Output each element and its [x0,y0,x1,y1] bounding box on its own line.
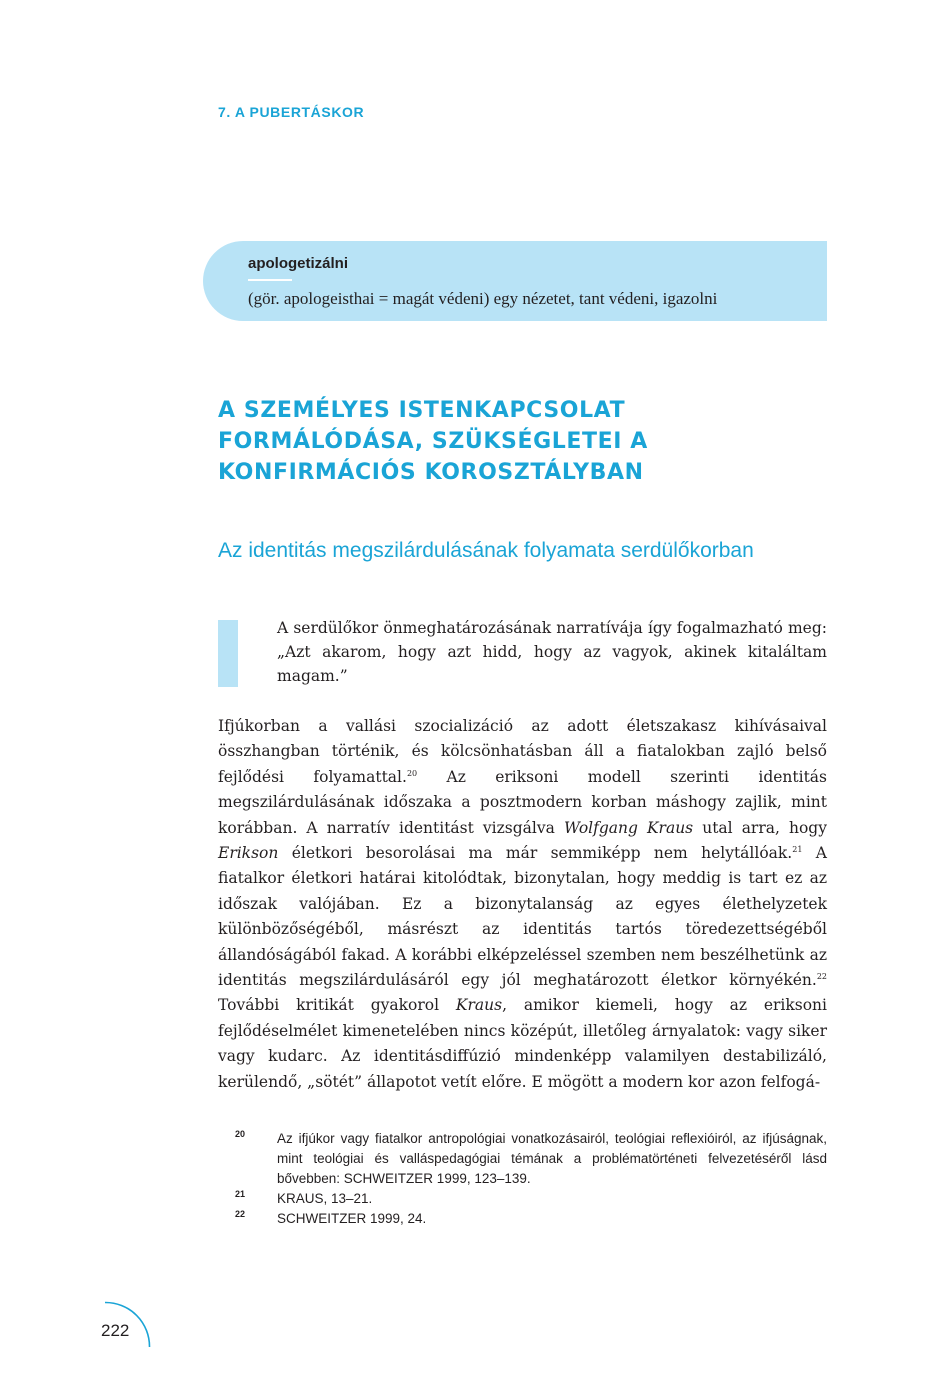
body-text-segment: A fiatalkor életkori határai kitolódtak, bizonytalan, hogy meddig is tart ez az időszak valójában. Ez a bizonytalanság az egyes élethelyzetek különbözőségéből, másrészt az identitás tartós töredezettségéből állandóságából fakad. A korábbi elképzeléssel szemben nem beszélhetünk az identitás megszilárdulásáról egy jól meghatározott életkor környékén. [218,844,828,990]
footnote-number: 21 [235,1189,246,1199]
pull-quote: A serdülőkor önmeghatározásának narratívája így fogalmazható meg: „Azt akarom, hogy azt hidd, hogy az vagyok, akinek kitaláltam magam.” [277,619,827,685]
quote-bar [218,620,238,687]
footnote-ref: 22 [816,972,827,982]
footnotes [235,1129,827,1229]
footnote [235,1209,827,1229]
subsection-title: Az identitás megszilárdulásának folyamata serdülőkorban [218,539,754,562]
footnote-text: Az ifjúkor vagy fiatalkor antropológiai vonatkozásairól, teológiai reflexióiról, az ifjúságnak, mint teológiai és valláspedagógiai témának a problématörténeti felvezetéséről lásd bővebben: SCHWEITZER 1999, 123–139. [277,1131,827,1186]
author-name: Erikson [218,844,279,863]
footnote-number: 22 [235,1209,246,1219]
footnote-number: 20 [235,1129,246,1139]
section-title: A SZEMÉLYES ISTENKAPCSOLAT FORMÁLÓDÁSA, SZÜKSÉGLETEI A KONFIRMÁCIÓS KOROSZTÁLYBAN [218,398,648,485]
footnote [235,1129,827,1189]
footnote [235,1189,827,1209]
body-text-segment: , amikor kiemeli, hogy az eriksoni fejlődéselmélet kimenetelében nincs középút, illetőleg árnyalatok: vagy siker vagy kudarc. Az identitásdiffúzió mindenképp valamilyen destabilizáló, kerülendő, „sötét” állapotot vetít előre. E mögött a modern kor azon felfogá- [218,996,827,1091]
glossary-box [203,241,827,321]
running-head: 7. A PUBERTÁSKOR [218,104,365,120]
body-text-segment: életkori besorolásai ma már semmiképp nem helytállóak. [278,844,793,863]
glossary-divider [248,279,292,281]
footnote-text: KRAUS, 13–21. [277,1191,373,1206]
footnote-text: SCHWEITZER 1999, 24. [277,1211,427,1226]
footnote-ref: 20 [406,768,418,778]
footnote-ref: 21 [792,845,803,855]
page-number: 222 [101,1321,130,1340]
author-name: Kraus [455,996,503,1015]
body-text-segment: Az eriksoni modell szerinti identitás megszilárdulásának időszaka a posztmodern korban máshogy zajlik, mint korábban. A narratív identitást vizsgálva [218,767,828,837]
body-text-segment: Ifjúkorban a vallási szocializáció az adott életszakasz kihívásaival összhangban történik, és kölcsönhatásban áll a fiatalokban zajló belső fejlődési folyamattal. [218,717,827,786]
body-text-segment: További kritikát gyakorol [218,996,456,1015]
author-name: Wolfgang Kraus [563,818,694,837]
glossary-term: apologetizálni [248,255,349,272]
glossary-definition: (gör. apologeisthai = magát védeni) egy nézetet, tant védeni, igazolni [248,289,718,308]
body-text-segment: utal arra, hogy [693,818,827,837]
body-paragraph [218,714,827,1095]
